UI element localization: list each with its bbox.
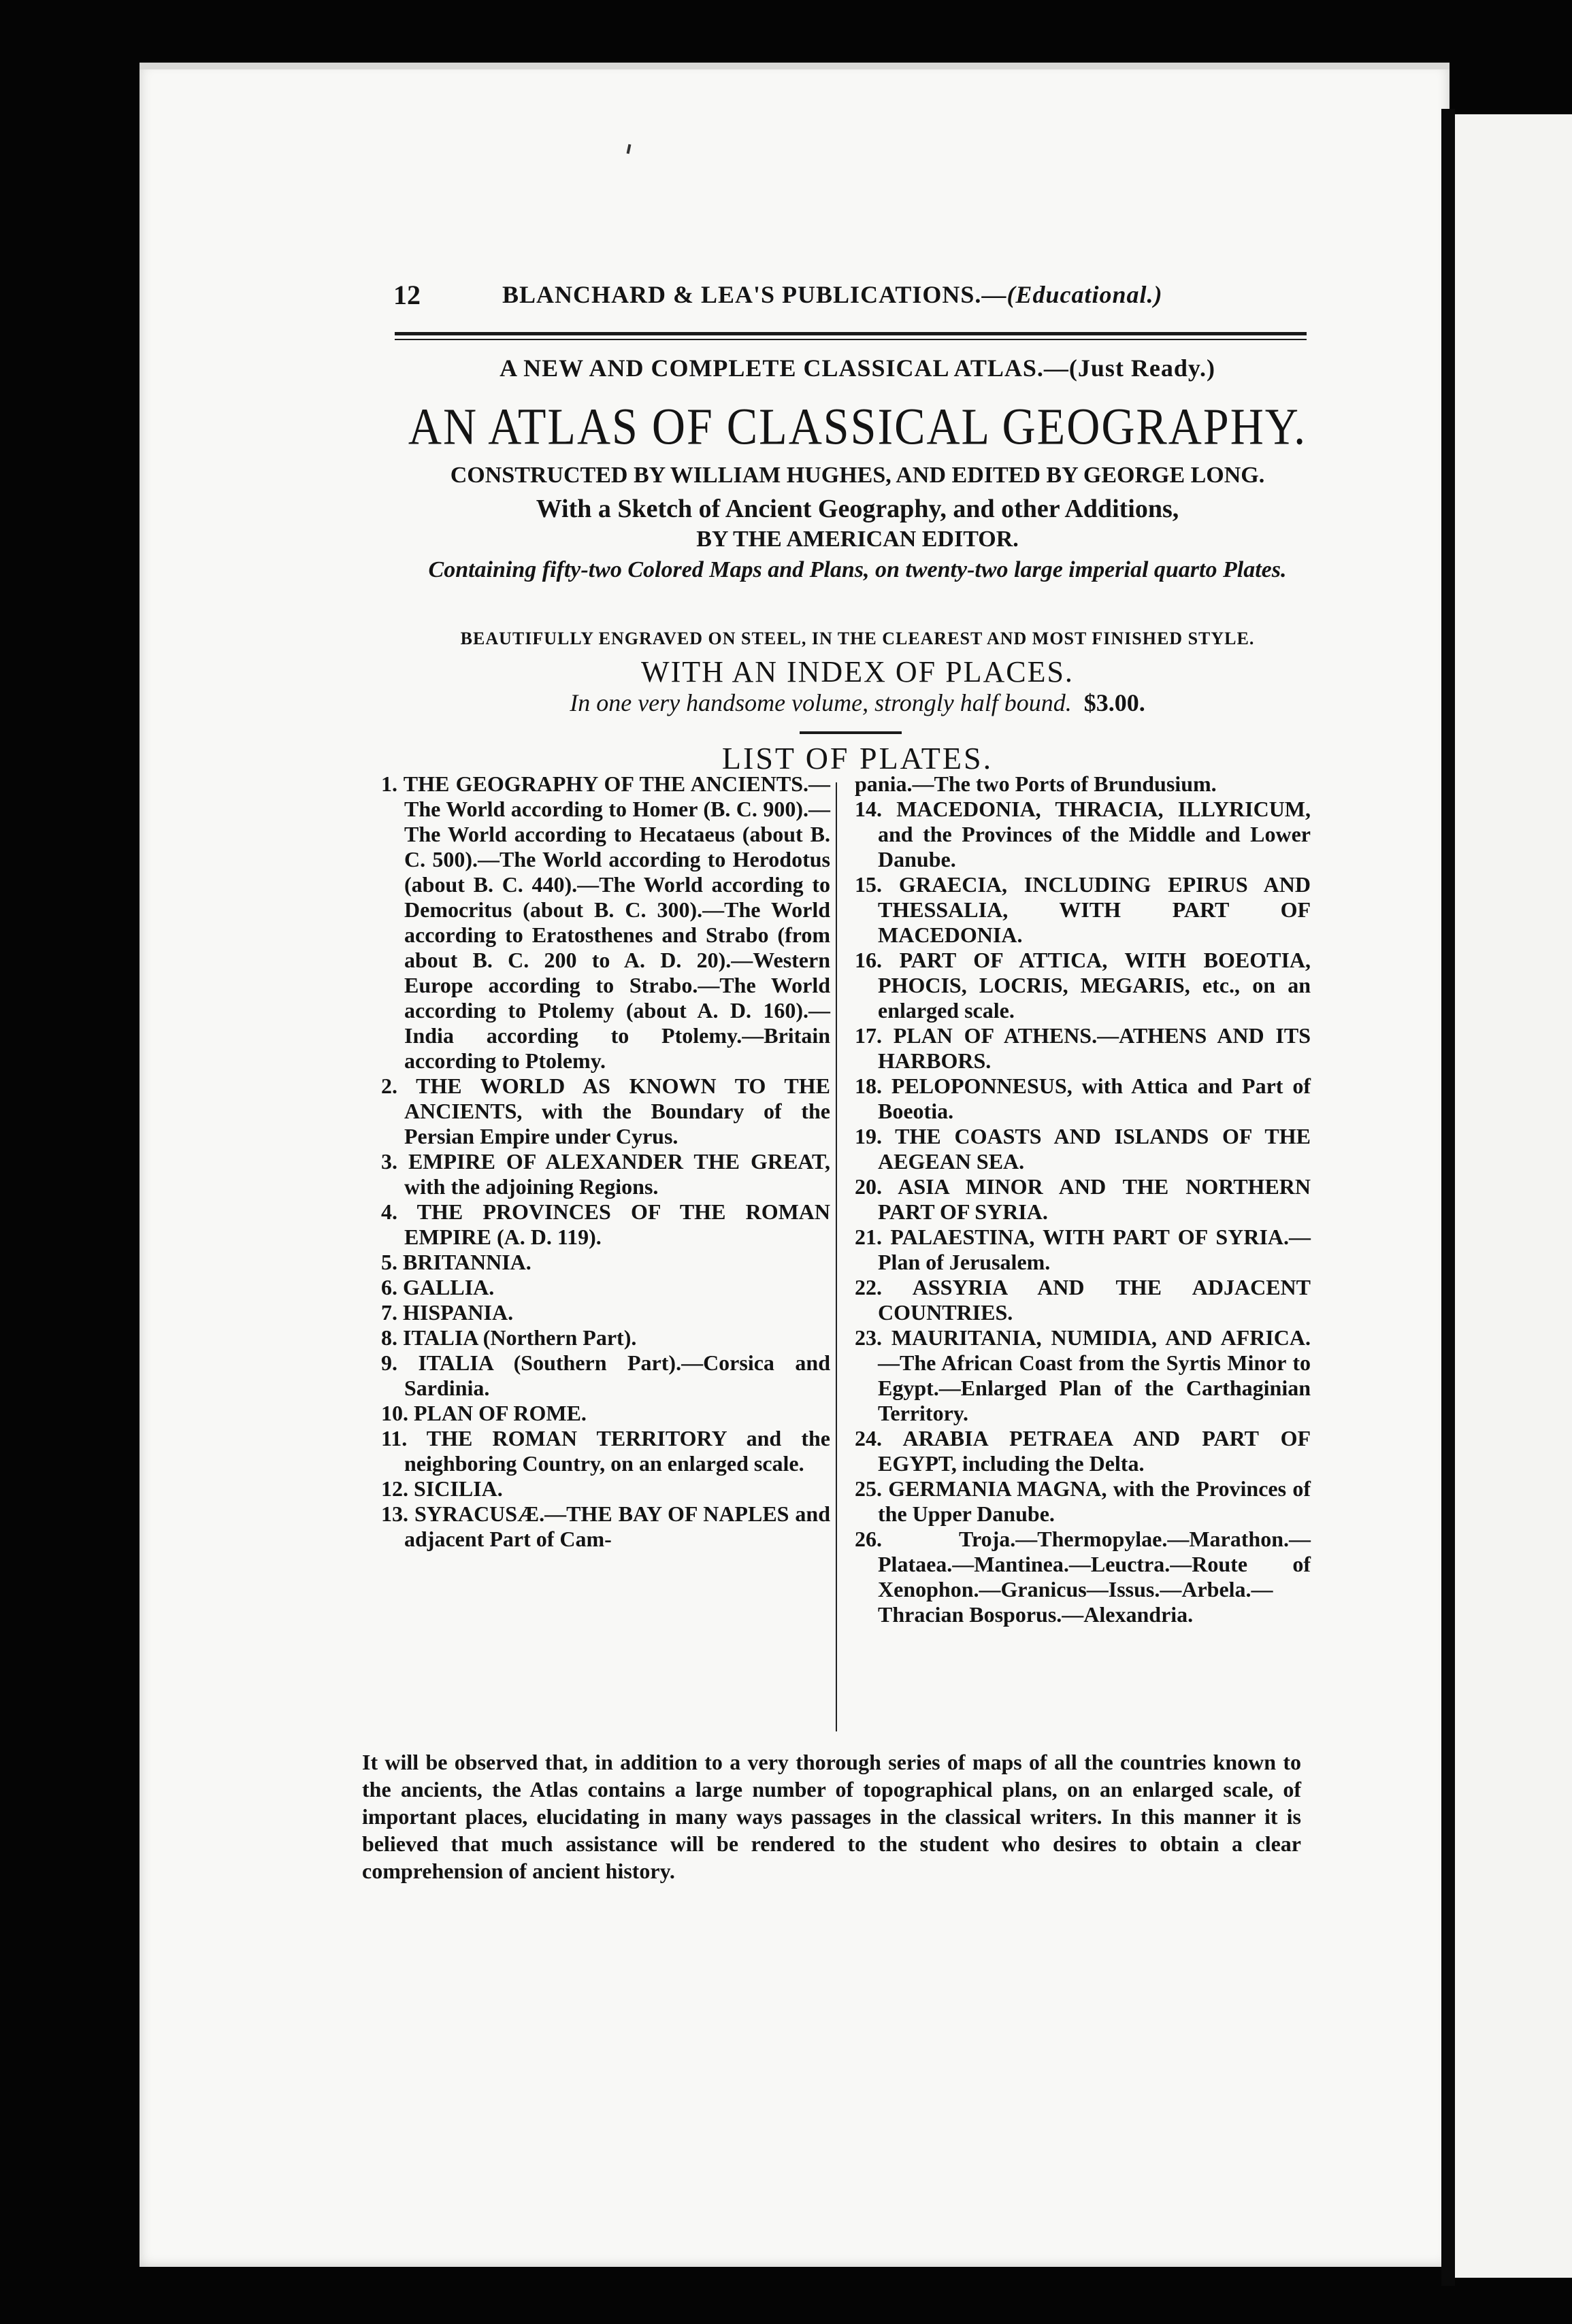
sketch-line: With a Sketch of Ancient Geography, and other Additions, [536,495,1179,523]
page-title: AN ATLAS OF CLASSICAL GEOGRAPHY. [408,397,1307,456]
plate-entry: 11. THE ROMAN TERRITORY and the neighboring Country, on an enlarged scale. [381,1426,830,1476]
plate-entry: 25. GERMANIA MAGNA, with the Provinces of the Upper Danube. [855,1476,1311,1526]
facing-page-edge [1455,114,1572,2278]
list-heading: LIST OF PLATES. [721,741,994,776]
volume-line [367,688,1347,717]
volume-description: In one very handsome volume, strongly half bound. [570,689,1072,716]
plate-entry: 1. THE GEOGRAPHY OF THE ANCIENTS.—The World according to Homer (B. C. 900).—The World according to Hecataeus (about B. C. 500).—The World according to Herodotus (about B. C. 440).—The World according to Democritus (about B. C. 300).—The World according to Eratosthenes and Strabo (from about B. C. 200 to A. D. 20).—Western Europe according to Strabo.—The World according to Ptolemy (about A. D. 160).—India according to Ptolemy.—Britain according to Ptolemy. [381,771,830,1073]
plate-entry: 12. SICILIA. [381,1476,503,1501]
plate-entry: 13. SYRACUSÆ.—THE BAY OF NAPLES and adjacent Part of Cam- [381,1501,830,1551]
running-head-publisher: BLANCHARD & LEA'S PUBLICATIONS.— [502,281,1007,308]
plate-entry: pania.—The two Ports of Brundusium. [855,771,1217,796]
plate-entry: 9. ITALIA (Southern Part).—Corsica and Sardinia. [381,1350,830,1400]
plate-entry: 17. PLAN OF ATHENS.—ATHENS AND ITS HARBORS. [855,1023,1311,1073]
plate-entry: 8. ITALIA (Northern Part). [381,1325,637,1350]
editor-line: BY THE AMERICAN EDITOR. [696,527,1019,552]
announcement: A NEW AND COMPLETE CLASSICAL ATLAS.—(Just Ready.) [500,354,1215,382]
column-divider [836,782,837,1731]
plates-column-right [855,771,1311,1627]
header-rule [395,332,1307,335]
plate-entry: 10. PLAN OF ROME. [381,1401,587,1425]
page-top-edge [140,63,1450,69]
plate-entry: 3. EMPIRE OF ALEXANDER THE GREAT, with the adjoining Regions. [381,1149,830,1199]
plate-entry: 2. THE WORLD AS KNOWN TO THE ANCIENTS, with the Boundary of the Persian Empire under Cyrus. [381,1074,830,1148]
plates-column-left [381,771,830,1552]
page-number: 12 [393,280,421,310]
plate-entry: 22. ASSYRIA AND THE ADJACENT COUNTRIES. [855,1275,1311,1325]
plate-entry: 19. THE COASTS AND ISLANDS OF THE AEGEAN SEA. [855,1124,1311,1174]
plate-entry: 16. PART OF ATTICA, WITH BOEOTIA, PHOCIS, LOCRIS, MEGARIS, etc., on an enlarged scale. [855,948,1311,1023]
section-rule [800,731,902,734]
header-rule-thin [395,339,1307,340]
closing-paragraph: It will be observed that, in addition to a very thorough series of maps of all the countries known to the ancients, the Atlas contains a large number of topographical plans, on an enlarged scale, of important places, elucidating in many ways passages in the classical writers. In this manner it is believed that much assistance will be rendered to the student who desires to obtain a clear comprehension of ancient history. [362,1750,1301,1883]
plate-entry: 6. GALLIA. [381,1275,495,1299]
running-head-text [502,280,1162,309]
plate-entry: 24. ARABIA PETRAEA AND PART OF EGYPT, including the Delta. [855,1426,1311,1476]
plate-entry: 23. MAURITANIA, NUMIDIA, AND AFRICA.—The African Coast from the Syrtis Minor to Egypt.—Enlarged Plan of the Carthaginian Territory. [855,1325,1311,1425]
running-head-section: (Educational.) [1006,281,1163,308]
credits-line: CONSTRUCTED BY WILLIAM HUGHES, AND EDITED BY GEORGE LONG. [450,463,1265,488]
plate-entry: 14. MACEDONIA, THRACIA, ILLYRICUM, and the Provinces of the Middle and Lower Danube. [855,797,1311,872]
plate-entry: 21. PALAESTINA, WITH PART OF SYRIA.—Plan of Jerusalem. [855,1225,1311,1274]
plate-entry: 18. PELOPONNESUS, with Attica and Part of Boeotia. [855,1074,1311,1123]
plate-entry: 20. ASIA MINOR AND THE NORTHERN PART OF SYRIA. [855,1174,1311,1224]
plate-entry: 15. GRAECIA, INCLUDING EPIRUS AND THESSALIA, WITH PART OF MACEDONIA. [855,872,1311,947]
plate-entry: 26. Troja.—Thermopylae.—Marathon.—Plataea.—Mantinea.—Leuctra.—Route of Xenophon.—Granicus—Issus.—Arbela.—Thracian Bosporus.—Alexandria. [855,1527,1311,1627]
price: $3.00. [1083,689,1145,716]
plate-entry: 7. HISPANIA. [381,1300,514,1325]
running-header [393,279,1305,320]
contents-line: Containing fifty-two Colored Maps and Plans, on twenty-two large imperial quarto Plates. [428,557,1287,582]
plate-entry: 5. BRITANNIA. [381,1250,531,1274]
index-line: WITH AN INDEX OF PLACES. [641,655,1074,688]
plate-entry: 4. THE PROVINCES OF THE ROMAN EMPIRE (A. D. 119). [381,1199,830,1249]
engraving-line: BEAUTIFULLY ENGRAVED ON STEEL, IN THE CLEAREST AND MOST FINISHED STYLE. [460,629,1255,648]
page-gutter [1441,109,1455,2286]
